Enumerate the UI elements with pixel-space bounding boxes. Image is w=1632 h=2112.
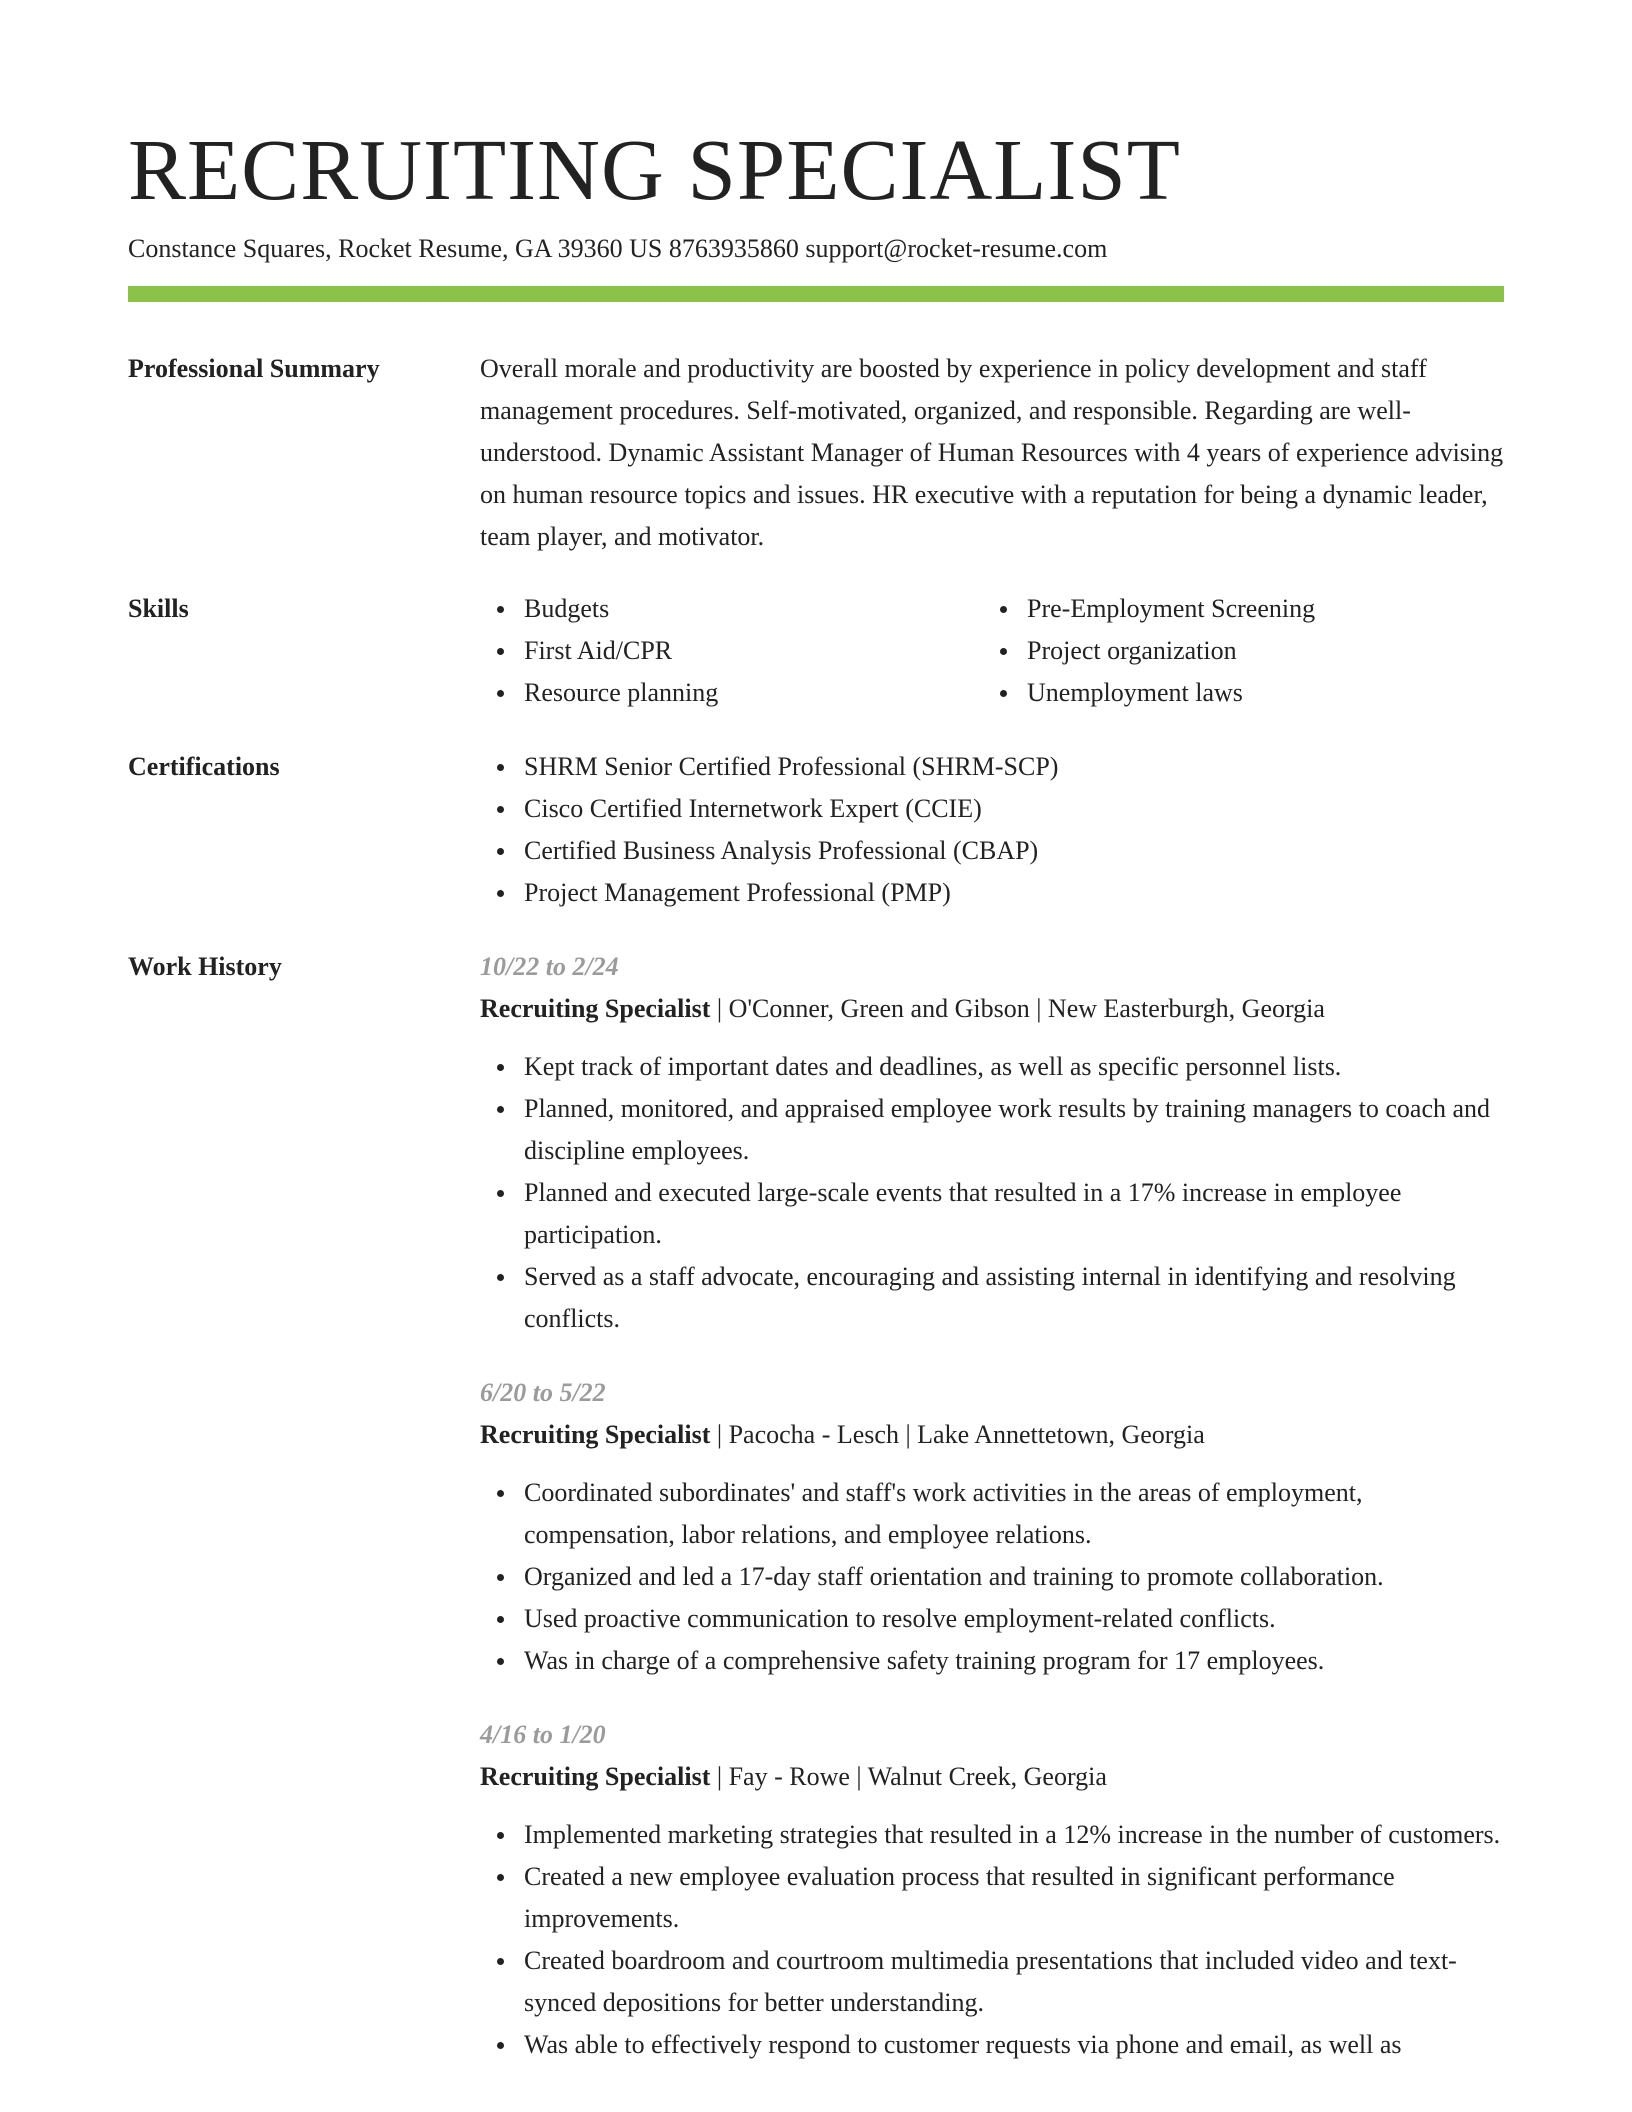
job-role: Recruiting Specialist [480,1420,711,1449]
work-history-heading: Work History [128,952,282,981]
job-role: Recruiting Specialist [480,1762,711,1791]
job-bullet: Planned and executed large-scale events that resulted in a 17% increase in employee participation. [524,1172,1504,1256]
skill-item: Unemployment laws [1027,672,1315,714]
certification-item: Project Management Professional (PMP) [524,872,1504,914]
job-bullet: Was able to effectively respond to customer requests via phone and email, as well as [524,2024,1504,2066]
certification-item: Cisco Certified Internetwork Expert (CCIE) [524,788,1504,830]
job-heading [480,988,1504,1030]
job-dates: 10/22 to 2/24 [480,952,619,981]
job-bullet: Coordinated subordinates' and staff's work activities in the areas of employment, compensation, labor relations, and employee relations. [524,1472,1504,1556]
certifications-list [480,746,1504,914]
job-bullet: Served as a staff advocate, encouraging and assisting internal in identifying and resolving conflicts. [524,1256,1504,1340]
certification-item: Certified Business Analysis Professional (CBAP) [524,830,1504,872]
job-entry [480,1372,1504,1682]
skills-heading: Skills [128,594,189,623]
job-bullet: Organized and led a 17-day staff orientation and training to promote collaboration. [524,1556,1504,1598]
job-bullet: Was in charge of a comprehensive safety training program for 17 employees. [524,1640,1504,1682]
skills-list-left [480,588,718,714]
contact-line: Constance Squares, Rocket Resume, GA 39360 US 8763935860 support@rocket-resume.com [128,234,1108,263]
job-bullets [480,1472,1504,1682]
job-bullet: Created boardroom and courtroom multimedia presentations that included video and text-synced depositions for better understanding. [524,1940,1504,2024]
job-bullet: Kept track of important dates and deadlines, as well as specific personnel lists. [524,1046,1504,1088]
job-bullet: Planned, monitored, and appraised employee work results by training managers to coach and discipline employees. [524,1088,1504,1172]
resume-title: RECRUITING SPECIALIST [128,121,1181,218]
summary-heading: Professional Summary [128,354,380,383]
certification-item: SHRM Senior Certified Professional (SHRM-SCP) [524,746,1504,788]
skill-item: Budgets [524,588,718,630]
job-heading [480,1414,1504,1456]
skill-item: Resource planning [524,672,718,714]
job-entry [480,1714,1504,2066]
job-bullet: Implemented marketing strategies that resulted in a 12% increase in the number of customers. [524,1814,1504,1856]
skill-item: Project organization [1027,630,1315,672]
summary-text: Overall morale and productivity are boosted by experience in policy development and staff management procedures. Self-motivated, organized, and responsible. Regarding are well-understood. Dynamic Assistant Manager of Human Resources with 4 years of experience advising on human resource topics and issues. HR executive with a reputation for being a dynamic leader, team player, and motivator. [480,354,1504,551]
job-bullets [480,1814,1504,2066]
skills-list-right [983,588,1315,714]
job-bullets [480,1046,1504,1340]
certifications-body [480,746,1504,914]
job-details: | Fay - Rowe | Walnut Creek, Georgia [710,1762,1107,1791]
certifications-heading: Certifications [128,752,280,781]
header-divider [128,286,1504,302]
job-dates: 6/20 to 5/22 [480,1378,606,1407]
job-heading [480,1756,1504,1798]
job-bullet: Created a new employee evaluation process that resulted in significant performance improvements. [524,1856,1504,1940]
job-bullet: Used proactive communication to resolve employment-related conflicts. [524,1598,1504,1640]
job-role: Recruiting Specialist [480,994,711,1023]
job-details: | Pacocha - Lesch | Lake Annettetown, Georgia [710,1420,1205,1449]
job-dates: 4/16 to 1/20 [480,1720,606,1749]
job-details: | O'Conner, Green and Gibson | New Easterburgh, Georgia [710,994,1325,1023]
job-entry [480,946,1504,1340]
skill-item: First Aid/CPR [524,630,718,672]
work-history-body [480,946,1504,2066]
skill-item: Pre-Employment Screening [1027,588,1315,630]
skills-body [480,588,1504,714]
summary-body [480,348,1504,558]
